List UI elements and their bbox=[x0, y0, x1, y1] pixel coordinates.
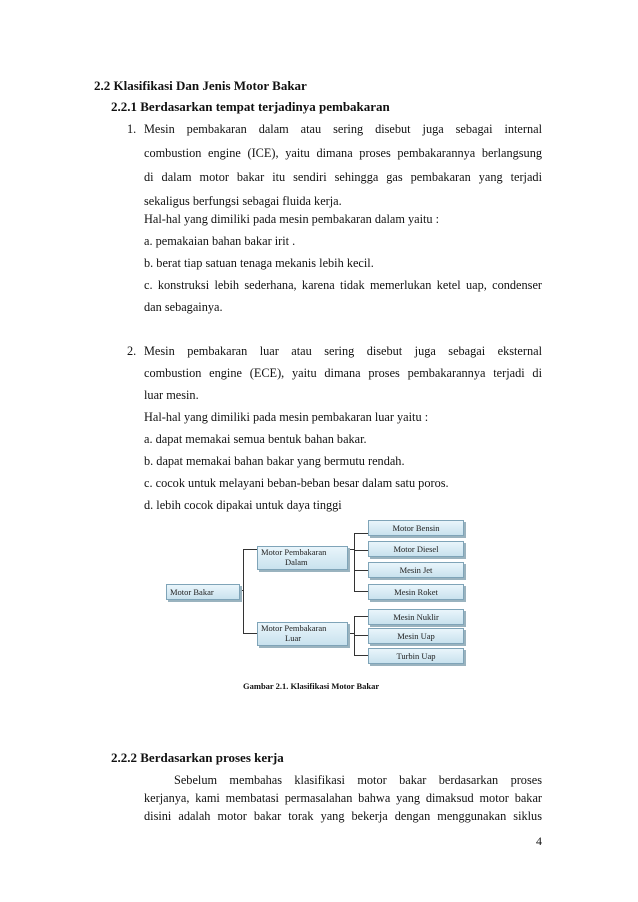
list-point: b. dapat memakai bahan bakar yang bermutu rendah. bbox=[144, 454, 405, 468]
subsection-heading: 2.2.1 Berdasarkan tempat terjadinya pembakaran bbox=[111, 99, 390, 114]
connector-line bbox=[354, 533, 368, 534]
paragraph-line: Sebelum membahas klasifikasi motor bakar berdasarkan proses bbox=[174, 773, 542, 787]
box-label: Dalam bbox=[285, 557, 308, 567]
box-label: Motor Pembakaran bbox=[261, 547, 327, 557]
list-point: c. konstruksi lebih sederhana, karena tidak memerlukan ketel uap, condenser bbox=[144, 278, 542, 292]
box-label: Motor Diesel bbox=[393, 544, 439, 554]
child-box bbox=[368, 609, 464, 625]
list-intro: Hal-hal yang dimiliki pada mesin pembakaran dalam yaitu : bbox=[144, 212, 440, 226]
box-label: Mesin Uap bbox=[397, 631, 435, 641]
list-point: d. lebih cocok dipakai untuk daya tinggi bbox=[144, 498, 342, 512]
child-box bbox=[368, 541, 464, 557]
box-label: Motor Pembakaran bbox=[261, 623, 327, 633]
child-box bbox=[368, 562, 464, 578]
child-box bbox=[368, 520, 464, 536]
paragraph-line: Mesin pembakaran luar atau sering disebut juga sebagai eksternal bbox=[144, 344, 542, 358]
list-intro: Hal-hal yang dimiliki pada mesin pembakaran luar yaitu : bbox=[144, 410, 429, 424]
list-number: 2. bbox=[127, 344, 137, 358]
box-label: Mesin Nuklir bbox=[393, 612, 439, 622]
list-number: 1. bbox=[127, 122, 137, 136]
list-point: a. dapat memakai semua bentuk bahan bakar. bbox=[144, 432, 367, 446]
box-label: Mesin Jet bbox=[399, 565, 433, 575]
list-point: a. pemakaian bahan bakar irit . bbox=[144, 234, 296, 248]
connector-line bbox=[354, 635, 368, 636]
branch-box-luar bbox=[257, 622, 348, 646]
paragraph-line: di dalam motor bakar itu sendiri sehingga gas pembakaran yang terjadi bbox=[144, 170, 542, 184]
box-label: Motor Bensin bbox=[392, 523, 440, 533]
child-box bbox=[368, 584, 464, 600]
connector-line bbox=[354, 616, 355, 656]
motor-bakar-diagram bbox=[160, 512, 480, 672]
connector-line bbox=[243, 633, 257, 634]
box-label: Motor Bakar bbox=[170, 587, 214, 597]
list-point: dan sebagainya. bbox=[144, 300, 223, 314]
connector-line bbox=[354, 533, 355, 592]
connector-line bbox=[354, 655, 368, 656]
box-label: Luar bbox=[285, 633, 302, 643]
paragraph-line: sekaligus berfungsi sebagai fluida kerja. bbox=[144, 194, 342, 208]
paragraph-line: Mesin pembakaran dalam atau sering disebut juga sebagai internal bbox=[144, 122, 542, 136]
connector-line bbox=[354, 570, 368, 571]
child-box bbox=[368, 628, 464, 644]
list-point: c. cocok untuk melayani beban-beban besar dalam satu poros. bbox=[144, 476, 449, 490]
paragraph-line: disini adalah motor bakar torak yang bekerja dengan menggunakan siklus bbox=[144, 809, 542, 823]
root-box-motor-bakar bbox=[166, 584, 240, 600]
page-number: 4 bbox=[536, 834, 542, 848]
section-heading: 2.2 Klasifikasi Dan Jenis Motor Bakar bbox=[94, 78, 307, 93]
connector-line bbox=[354, 616, 368, 617]
paragraph-line: luar mesin. bbox=[144, 388, 199, 402]
paragraph-line: kerjanya, kami membatasi permasalahan bahwa yang dimaksud motor bakar bbox=[144, 791, 542, 805]
connector-line bbox=[354, 591, 368, 592]
connector-line bbox=[354, 550, 368, 551]
figure-caption: Gambar 2.1. Klasifikasi Motor Bakar bbox=[243, 681, 380, 691]
paragraph-line: combustion engine (ECE), yaitu dimana proses pembakarannya terjadi di bbox=[144, 366, 542, 380]
paragraph-line: combustion engine (ICE), yaitu dimana proses pembakarannya berlangsung bbox=[144, 146, 542, 160]
box-label: Mesin Roket bbox=[394, 587, 438, 597]
branch-box-dalam bbox=[257, 546, 348, 570]
list-point: b. berat tiap satuan tenaga mekanis lebih kecil. bbox=[144, 256, 374, 270]
connector-line bbox=[243, 549, 244, 634]
connector-line bbox=[243, 549, 257, 550]
child-box bbox=[368, 648, 464, 664]
subsection-heading: 2.2.2 Berdasarkan proses kerja bbox=[111, 750, 284, 765]
box-label: Turbin Uap bbox=[396, 651, 436, 661]
